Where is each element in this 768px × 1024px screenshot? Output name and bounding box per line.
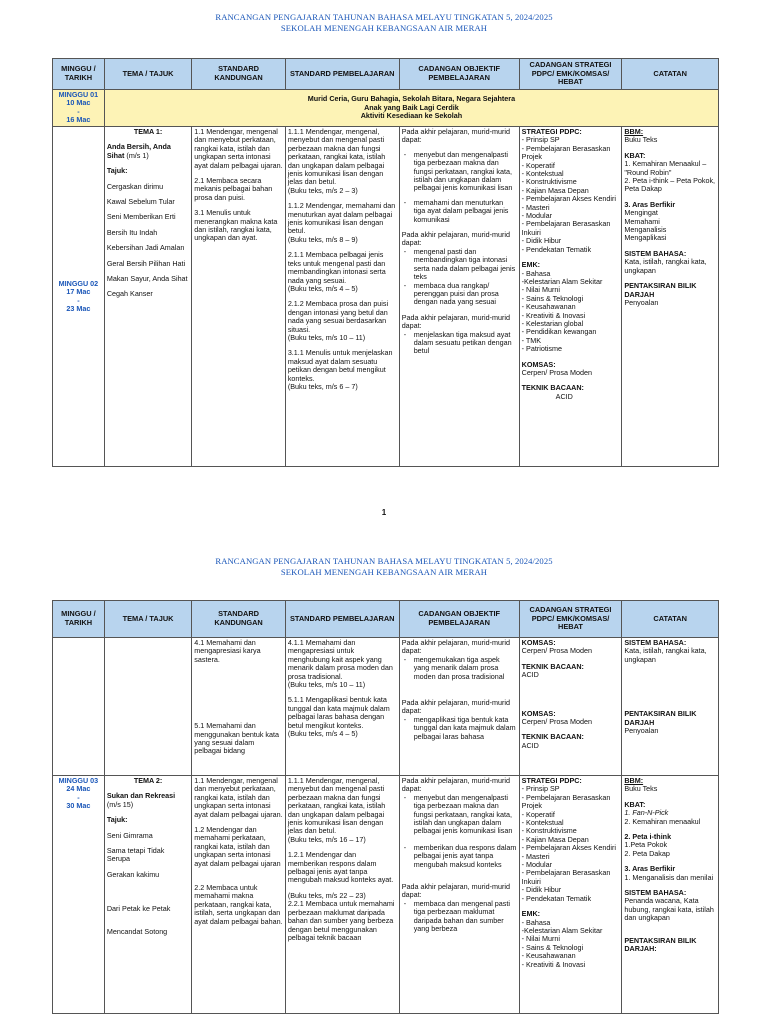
pdpc-item: - Kontekstual [521, 818, 564, 828]
pdpc-item: - Pendekatan Tematik [521, 244, 592, 254]
col-header-sp: STANDARD PEMBELAJARAN [285, 601, 399, 638]
sp-ref: (Buku teks, m/s 4 – 5) [287, 283, 358, 293]
sp-item: 2.1.2 Membaca prosa dan puisi dengan intonasi yang betul dan nada yang sesuai berdasarkan situasi. [287, 299, 389, 334]
sp-item: 1.1.1 Mendengar, mengenal, menyebut dan mengenal pasti perbezaan makna dan fungsi perkataan, rangkai kata, istilah dan ungkapan dalam pelbagai jenis komunikasi lisan dengan jelas dan betul. [287, 127, 386, 187]
pdpc-item: - Konstruktivisme [521, 177, 577, 187]
pdpc-item: - Koperatif [521, 809, 555, 819]
pdpc-item: - Koperatif [521, 160, 555, 170]
col-header-tema: TEMA / TAJUK [104, 601, 191, 638]
pdpc-item: - Pembelajaran Berasaskan Projek [521, 792, 611, 811]
week-3-start: 24 Mac [66, 784, 91, 794]
banner-line-2: Anak yang Baik Lagi Cerdik [364, 102, 459, 112]
col-header-strategi: CADANGAN STRATEGI PDPC/ EMK/KOMSAS/ HEBAT [519, 59, 622, 90]
week-2-cell [53, 127, 105, 467]
pdpc-item: - Modular [521, 860, 553, 870]
document-header [0, 12, 768, 34]
obj-intro: Pada akhir pelajaran, murid-murid dapat: [401, 776, 510, 794]
sk-item: 3.1 Menulis untuk menerangkan makna kata dan istilah, rangkai kata, ungkapan dan ayat. [194, 208, 278, 243]
emk-item: - Patriotisme [521, 344, 562, 354]
sp-ref: (Buku teks, m/s 22 – 23) [287, 890, 366, 900]
sistem-value: Kata, istilah, rangkai kata, ungkapan [624, 646, 707, 664]
obj-intro: Pada akhir pelajaran, murid-murid dapat: [401, 638, 510, 656]
bbm-heading: BBM: [624, 127, 644, 136]
emk-item: - Bahasa [521, 917, 551, 927]
col-header-sk: STANDARD KANDUNGAN [192, 601, 286, 638]
table-header-row [53, 601, 719, 638]
teknik-value: ACID [555, 391, 573, 401]
cont-sp-cell [285, 638, 399, 776]
obj-item: - membaca dan mengenal pasti tiga perbezaan maklumat daripada bahan dan sumber yang berbeza [402, 900, 517, 934]
pbd-value: Penyoalan [624, 726, 659, 736]
obj-intro: Pada akhir pelajaran, murid-murid dapat: [401, 698, 510, 716]
pdpc-item: - Pendekatan Tematik [521, 893, 592, 903]
col-header-catatan: CATATAN [622, 601, 719, 638]
tajuk-item: Cergaskan dirimu [106, 181, 164, 191]
emk-item: - TMK [521, 335, 542, 345]
sistem-heading: SISTEM BAHASA: [624, 638, 687, 647]
teknik-heading: TEKNIK BACAAN: [521, 661, 584, 671]
week-1-label: MINGGU 01 [58, 90, 99, 99]
tajuk-item: Bersih Itu Indah [106, 227, 158, 237]
tema-heading: TEMA 1: [133, 127, 163, 136]
kbat-item: 2. Peta i-think – Peta Pokok, Peta Dakap [624, 176, 716, 194]
emk-item: - Kreativiti & Inovasi [521, 310, 586, 320]
col-header-objektif: CADANGAN OBJEKTIF PEMBELAJARAN [399, 601, 519, 638]
pdpc-item: - Modular [521, 211, 553, 221]
week-2-sk-cell [192, 127, 286, 467]
week-2-tema-cell [104, 127, 191, 467]
pdpc-item: - Konstruktivisme [521, 826, 577, 836]
teknik-value: ACID [521, 740, 539, 750]
pdpc-item: - Prinsip SP [521, 135, 560, 145]
emk-item: - Kreativiti & Inovasi [521, 959, 586, 969]
obj-intro: Pada akhir pelajaran, murid-murid dapat: [401, 230, 510, 248]
col-header-strategi: CADANGAN STRATEGI PDPC/ EMK/KOMSAS/ HEBAT [519, 601, 622, 638]
header-line-2: SEKOLAH MENENGAH KEBANGSAAN AIR MERAH [280, 567, 488, 577]
komsas-value: Cerpen/ Prosa Moden [521, 717, 592, 727]
col-header-sp: STANDARD PEMBELAJARAN [285, 59, 399, 90]
emk-item: - Nilai Murni [521, 285, 560, 295]
week-3-strategi-cell [519, 776, 622, 1014]
aras-item: Memahami [624, 216, 660, 226]
emk-item: - Keusahawanan [521, 951, 576, 961]
week-1-dash: - [77, 106, 80, 116]
obj-item: - menyebut dan mengenalpasti tiga perbezaan makna dan fungsi perkataan, rangkai kata, istilah dan ungkapan dalam pelbagai jenis komunikasi lisan [402, 794, 517, 836]
sistem-value: Kata, istilah, rangkai kata, ungkapan [624, 257, 707, 275]
sp-ref: (Buku teks, m/s 10 – 11) [287, 680, 366, 690]
pdpc-item: - Pembelajaran Akses Kendiri [521, 194, 616, 204]
pdpc-item: - Pembelajaran Berasaskan Inkuiri [521, 219, 611, 237]
week-1-end: 16 Mac [66, 115, 91, 125]
tajuk-item: Kawal Sebelum Tular [106, 197, 175, 207]
pdpc-item: - Didik Hibur [521, 885, 562, 895]
week-3-sk-cell [192, 776, 286, 1014]
week-3-row [53, 776, 719, 1014]
tema-ref: (m/s 1) [126, 150, 149, 160]
aras-item: 1. Menganalisis dan menilai [624, 872, 714, 882]
page-number: 1 [381, 508, 387, 517]
sk-item: 2.2 Membaca untuk memahami makna perkataan, rangkai kata, istilah, serta ungkapan dan ayat dalam pelbagai bahan. [194, 883, 283, 926]
emk-item: - Nilai Murni [521, 934, 560, 944]
cont-sk-cell [192, 638, 286, 776]
teknik-heading: TEKNIK BACAAN: [521, 383, 584, 393]
week-2-label: MINGGU 02 [58, 278, 99, 288]
sp-item: 4.1.1 Memahami dan mengapresiasi untuk menghubung kait aspek yang menarik dalam prosa moden dan prosa tradisional. [287, 638, 393, 681]
sp-item: 2.1.1 Membaca pelbagai jenis teks untuk mengenal pasti dan membandingkan intonasi serta nada yang sesuai. [287, 250, 386, 285]
header-line-1: RANCANGAN PENGAJARAN TAHUNAN BAHASA MELAYU TINGKATAN 5, 2024/2025 [215, 556, 553, 566]
sk-item: 4.1 Memahami dan mengapresiasi karya sastera. [194, 638, 261, 664]
pdpc-item: - Prinsip SP [521, 784, 560, 794]
sistem-heading: SISTEM BAHASA: [624, 888, 687, 898]
empty-week-cell [53, 638, 105, 776]
week-2-catatan-cell [622, 127, 719, 467]
week-3-dash: - [77, 792, 80, 802]
sp-item: 1.2.1 Mendengar dan memberikan respons dalam pelbagai jenis ayat tanpa mengubah maksud konteks ayat. [287, 850, 394, 885]
col-header-minggu: MINGGU / TARIKH [53, 59, 105, 90]
week-2-row [53, 127, 719, 467]
emk-item: - Kelestarian global [521, 318, 584, 328]
sk-item: 2.1 Membaca secara mekanis pelbagai bahan prosa dan puisi. [194, 176, 273, 202]
continuation-row [53, 638, 719, 776]
teknik-value: ACID [521, 670, 539, 680]
col-header-catatan: CATATAN [622, 59, 719, 90]
banner-line-3: Aktiviti Kesediaan ke Sekolah [360, 111, 463, 121]
obj-item: - menjelaskan tiga maksud ayat dalam sesuatu petikan dengan betul [402, 331, 517, 356]
emk-item: - Keusahawanan [521, 302, 576, 312]
emk-item: - Sains & Teknologi [521, 293, 584, 303]
col-header-sk: STANDARD KANDUNGAN [192, 59, 286, 90]
sp-item: 1.1.2 Mendengar, memahami dan menuturkan ayat dalam pelbagai jenis komunikasi lisan dengan betul. [287, 201, 396, 236]
kbat-item: 1. Kemahiran Menaakul – "Round Robin" [624, 159, 707, 177]
empty-tema-cell [104, 638, 191, 776]
page-2 [0, 540, 768, 1024]
obj-item: - memahami dan menuturkan tiga ayat dalam pelbagai jenis komunikasi [402, 199, 517, 224]
pdpc-item: - Masteri [521, 851, 550, 861]
obj-item: - menyebut dan mengenalpasti tiga perbezaan makna dan fungsi perkataan, rangkai kata, istilah dan ungkapan dalam pelbagai jenis komunikasi lisan [402, 151, 517, 193]
bbm-heading: BBM: [624, 776, 644, 785]
emk-heading: EMK: [521, 909, 541, 919]
week-2-start: 17 Mac [66, 287, 91, 297]
peta-item: 1.Peta Pokok [624, 840, 668, 850]
sp-item: 3.1.1 Menulis untuk menjelaskan maksud ayat dalam sesuatu petikan dengan betul mengikut konteks. [287, 348, 393, 383]
strategi-heading: STRATEGI PDPC: [521, 776, 582, 785]
komsas-value: Cerpen/ Prosa Moden [521, 367, 592, 377]
sp-ref: (Buku teks, m/s 4 – 5) [287, 729, 358, 739]
pbd-value: Penyoalan [624, 297, 659, 307]
obj-item: - mengemukakan tiga aspek yang menarik dalam prosa moden dan prosa tradisional [402, 656, 517, 681]
tema-heading: TEMA 2: [133, 776, 163, 785]
aras-item: Mengaplikasi [624, 233, 667, 243]
week-3-label: MINGGU 03 [58, 776, 99, 785]
emk-item: -Kelestarian Alam Sekitar [521, 925, 603, 935]
tajuk-item: Mencandat Sotong [106, 926, 168, 936]
week-3-objektif-cell [399, 776, 519, 1014]
kbat-item: 2. Kemahiran menaakul [624, 816, 701, 826]
header-line-1: RANCANGAN PENGAJARAN TAHUNAN BAHASA MELAYU TINGKATAN 5, 2024/2025 [215, 12, 553, 22]
week-3-catatan-cell [622, 776, 719, 1014]
tajuk-label: Tajuk: [106, 166, 128, 176]
peta-heading: 2. Peta i-think [624, 832, 672, 842]
strategi-heading: STRATEGI PDPC: [521, 127, 582, 136]
week-2-objektif-cell [399, 127, 519, 467]
aras-item: Menganalisis [624, 225, 667, 235]
obj-intro: Pada akhir pelajaran, murid-murid dapat: [401, 312, 510, 331]
week-2-sp-cell [285, 127, 399, 467]
sk-item: 1.1 Mendengar, mengenal dan menyebut perkataan, rangkai kata, istilah dan ungkapan serta intonasi ayat dalam pelbagai ujaran. [194, 127, 283, 170]
teknik-heading: TEKNIK BACAAN: [521, 732, 584, 742]
sistem-value: Penanda wacana, Kata hubung, rangkai kata, istilah dan ungkapan [624, 896, 714, 923]
emk-item: - Pendidikan kewangan [521, 327, 597, 337]
pdpc-item: - Pembelajaran Akses Kendiri [521, 843, 616, 853]
pdpc-item: - Pembelajaran Berasaskan Projek [521, 143, 611, 162]
sp-item: 5.1.1 Mengaplikasi bentuk kata tunggal dan kata majmuk dalam pelbagai laras bahasa dengan betul mengikut konteks. [287, 695, 390, 730]
cont-objektif-cell [399, 638, 519, 776]
pdpc-item: - Kontekstual [521, 169, 564, 179]
sk-item: 5.1 Memahami dan menggunakan bentuk kata yang sesuai dalam pelbagai bidang [194, 721, 279, 756]
pdpc-item: - Kajian Masa Depan [521, 185, 589, 195]
kbat-heading: KBAT: [624, 150, 646, 160]
cont-catatan-cell [622, 638, 719, 776]
pbd-heading: PENTAKSIRAN BILIK DARJAH [624, 281, 697, 299]
banner-line-1: Murid Ceria, Guru Bahagia, Sekolah Bitara, Negara Sejahtera [307, 94, 516, 104]
sp-ref: (Buku teks, m/s 10 – 11) [287, 332, 366, 342]
sp-ref: (Buku teks, m/s 6 – 7) [287, 381, 358, 391]
tema-title: Anda Bersih, Anda Sihat [106, 142, 171, 160]
table-header-row [53, 59, 719, 90]
sp-ref: (Buku teks, m/s 16 – 17) [287, 834, 366, 844]
pdpc-item: - Didik Hibur [521, 236, 562, 246]
week-3-cell [53, 776, 105, 1014]
pdpc-item: - Masteri [521, 202, 550, 212]
komsas-heading: KOMSAS: [521, 638, 556, 647]
emk-heading: EMK: [521, 260, 541, 270]
sp-ref: (Buku teks, m/s 8 – 9) [287, 234, 358, 244]
pbd-heading: PENTAKSIRAN BILIK DARJAH: [624, 935, 697, 954]
week-2-end: 23 Mac [66, 303, 91, 313]
tema-title: Sukan dan Rekreasi [106, 791, 176, 801]
week-1-row [53, 90, 719, 127]
sk-item: 1.1 Mendengar, mengenal dan menyebut perkataan, rangkai kata, istilah dan ungkapan serta intonasi ayat dalam pelbagai ujaran. [194, 776, 283, 819]
plan-table-page-2 [52, 600, 719, 1014]
week-3-tema-cell [104, 776, 191, 1014]
tajuk-item: Geral Bersih Pilihan Hati [106, 258, 186, 268]
bbm-value: Buku Teks [624, 135, 658, 145]
kbat-item: 1. Fan-N-Pick [624, 808, 669, 818]
obj-intro: Pada akhir pelajaran, murid-murid dapat: [401, 882, 510, 900]
tajuk-label: Tajuk: [106, 815, 128, 825]
komsas-heading: KOMSAS: [521, 359, 556, 369]
tema-ref: (m/s 15) [106, 799, 134, 809]
week-2-strategi-cell [519, 127, 622, 467]
kbat-heading: KBAT: [624, 799, 646, 809]
week-1-cell [53, 90, 105, 127]
obj-intro: Pada akhir pelajaran, murid-murid dapat: [401, 127, 510, 145]
week-3-end: 30 Mac [66, 801, 91, 811]
aras-heading: 3. Aras Berfikir [624, 199, 676, 209]
emk-item: - Bahasa [521, 268, 551, 278]
aras-item: Mengingat [624, 208, 658, 218]
tajuk-item: Seni Memberikan Erti [106, 212, 176, 222]
header-line-2: SEKOLAH MENENGAH KEBANGSAAN AIR MERAH [280, 23, 488, 33]
tajuk-item: Sama tetapi Tidak Serupa [106, 846, 165, 864]
aras-heading: 3. Aras Berfikir [624, 864, 676, 874]
pdpc-item: - Kajian Masa Depan [521, 834, 589, 844]
tajuk-item: Makan Sayur, Anda Sihat [106, 274, 188, 284]
col-header-objektif: CADANGAN OBJEKTIF PEMBELAJARAN [399, 59, 519, 90]
week-2-dash: - [77, 295, 80, 305]
peta-item: 2. Peta Dakap [624, 848, 670, 858]
week-1-banner [104, 90, 718, 127]
tajuk-item: Cegah Kanser [106, 289, 153, 299]
sp-item: 1.1.1 Mendengar, mengenal, menyebut dan mengenal pasti perbezaan makna dan fungsi perkataan, rangkai kata, istilah dan ungkapan dalam pelbagai jenis komunikasi lisan dengan jelas dan betul. [287, 776, 386, 836]
tajuk-item: Seni Gimrama [106, 830, 153, 840]
pdpc-item: - Pembelajaran Berasaskan Inkuiri [521, 868, 611, 886]
tajuk-item: Kebersihan Jadi Amalan [106, 243, 185, 253]
sp-item: 2.2.1 Membaca untuk memahami perbezaan maklumat daripada bahan dan sumber yang berbeza dengan betul menggunakan pelbagai teknik bacaan [287, 899, 395, 942]
col-header-tema: TEMA / TAJUK [104, 59, 191, 90]
sk-item: 1.2 Mendengar dan memahami perkataan, rangkai kata, istilah dan ungkapan serta intonasi ayat dalam pelbagai ujaran [194, 825, 281, 868]
emk-item: - Sains & Teknologi [521, 942, 584, 952]
tajuk-item: Gerakan kakimu [106, 869, 160, 879]
week-1-start: 10 Mac [66, 98, 91, 108]
bbm-value: Buku Teks [624, 784, 658, 794]
week-3-sp-cell [285, 776, 399, 1014]
komsas-heading: KOMSAS: [521, 708, 556, 718]
tajuk-item: Dari Petak ke Petak [106, 904, 171, 914]
obj-item: - memberikan dua respons dalam pelbagai jenis ayat tanpa mengubah maksud konteks [402, 844, 517, 869]
komsas-value: Cerpen/ Prosa Moden [521, 646, 592, 656]
cont-strategi-cell [519, 638, 622, 776]
obj-item: - mengaplikasi tiga bentuk kata tunggal dan kata majmuk dalam pelbagai laras bahasa [402, 716, 517, 741]
obj-item: - mengenal pasti dan membandingkan tiga intonasi serta nada dalam pelbagai jenis teks [402, 248, 517, 282]
pbd-heading: PENTAKSIRAN BILIK DARJAH [624, 709, 697, 727]
sp-ref: (Buku teks, m/s 2 – 3) [287, 185, 358, 195]
emk-item: -Kelestarian Alam Sekitar [521, 276, 603, 286]
plan-table-page-1 [52, 58, 719, 467]
sistem-heading: SISTEM BAHASA: [624, 248, 687, 258]
col-header-minggu: MINGGU / TARIKH [53, 601, 105, 638]
obj-item: - membaca dua rangkap/ perenggan puisi dan prosa dengan nada yang sesuai [402, 282, 517, 307]
document-header-2 [0, 556, 768, 578]
